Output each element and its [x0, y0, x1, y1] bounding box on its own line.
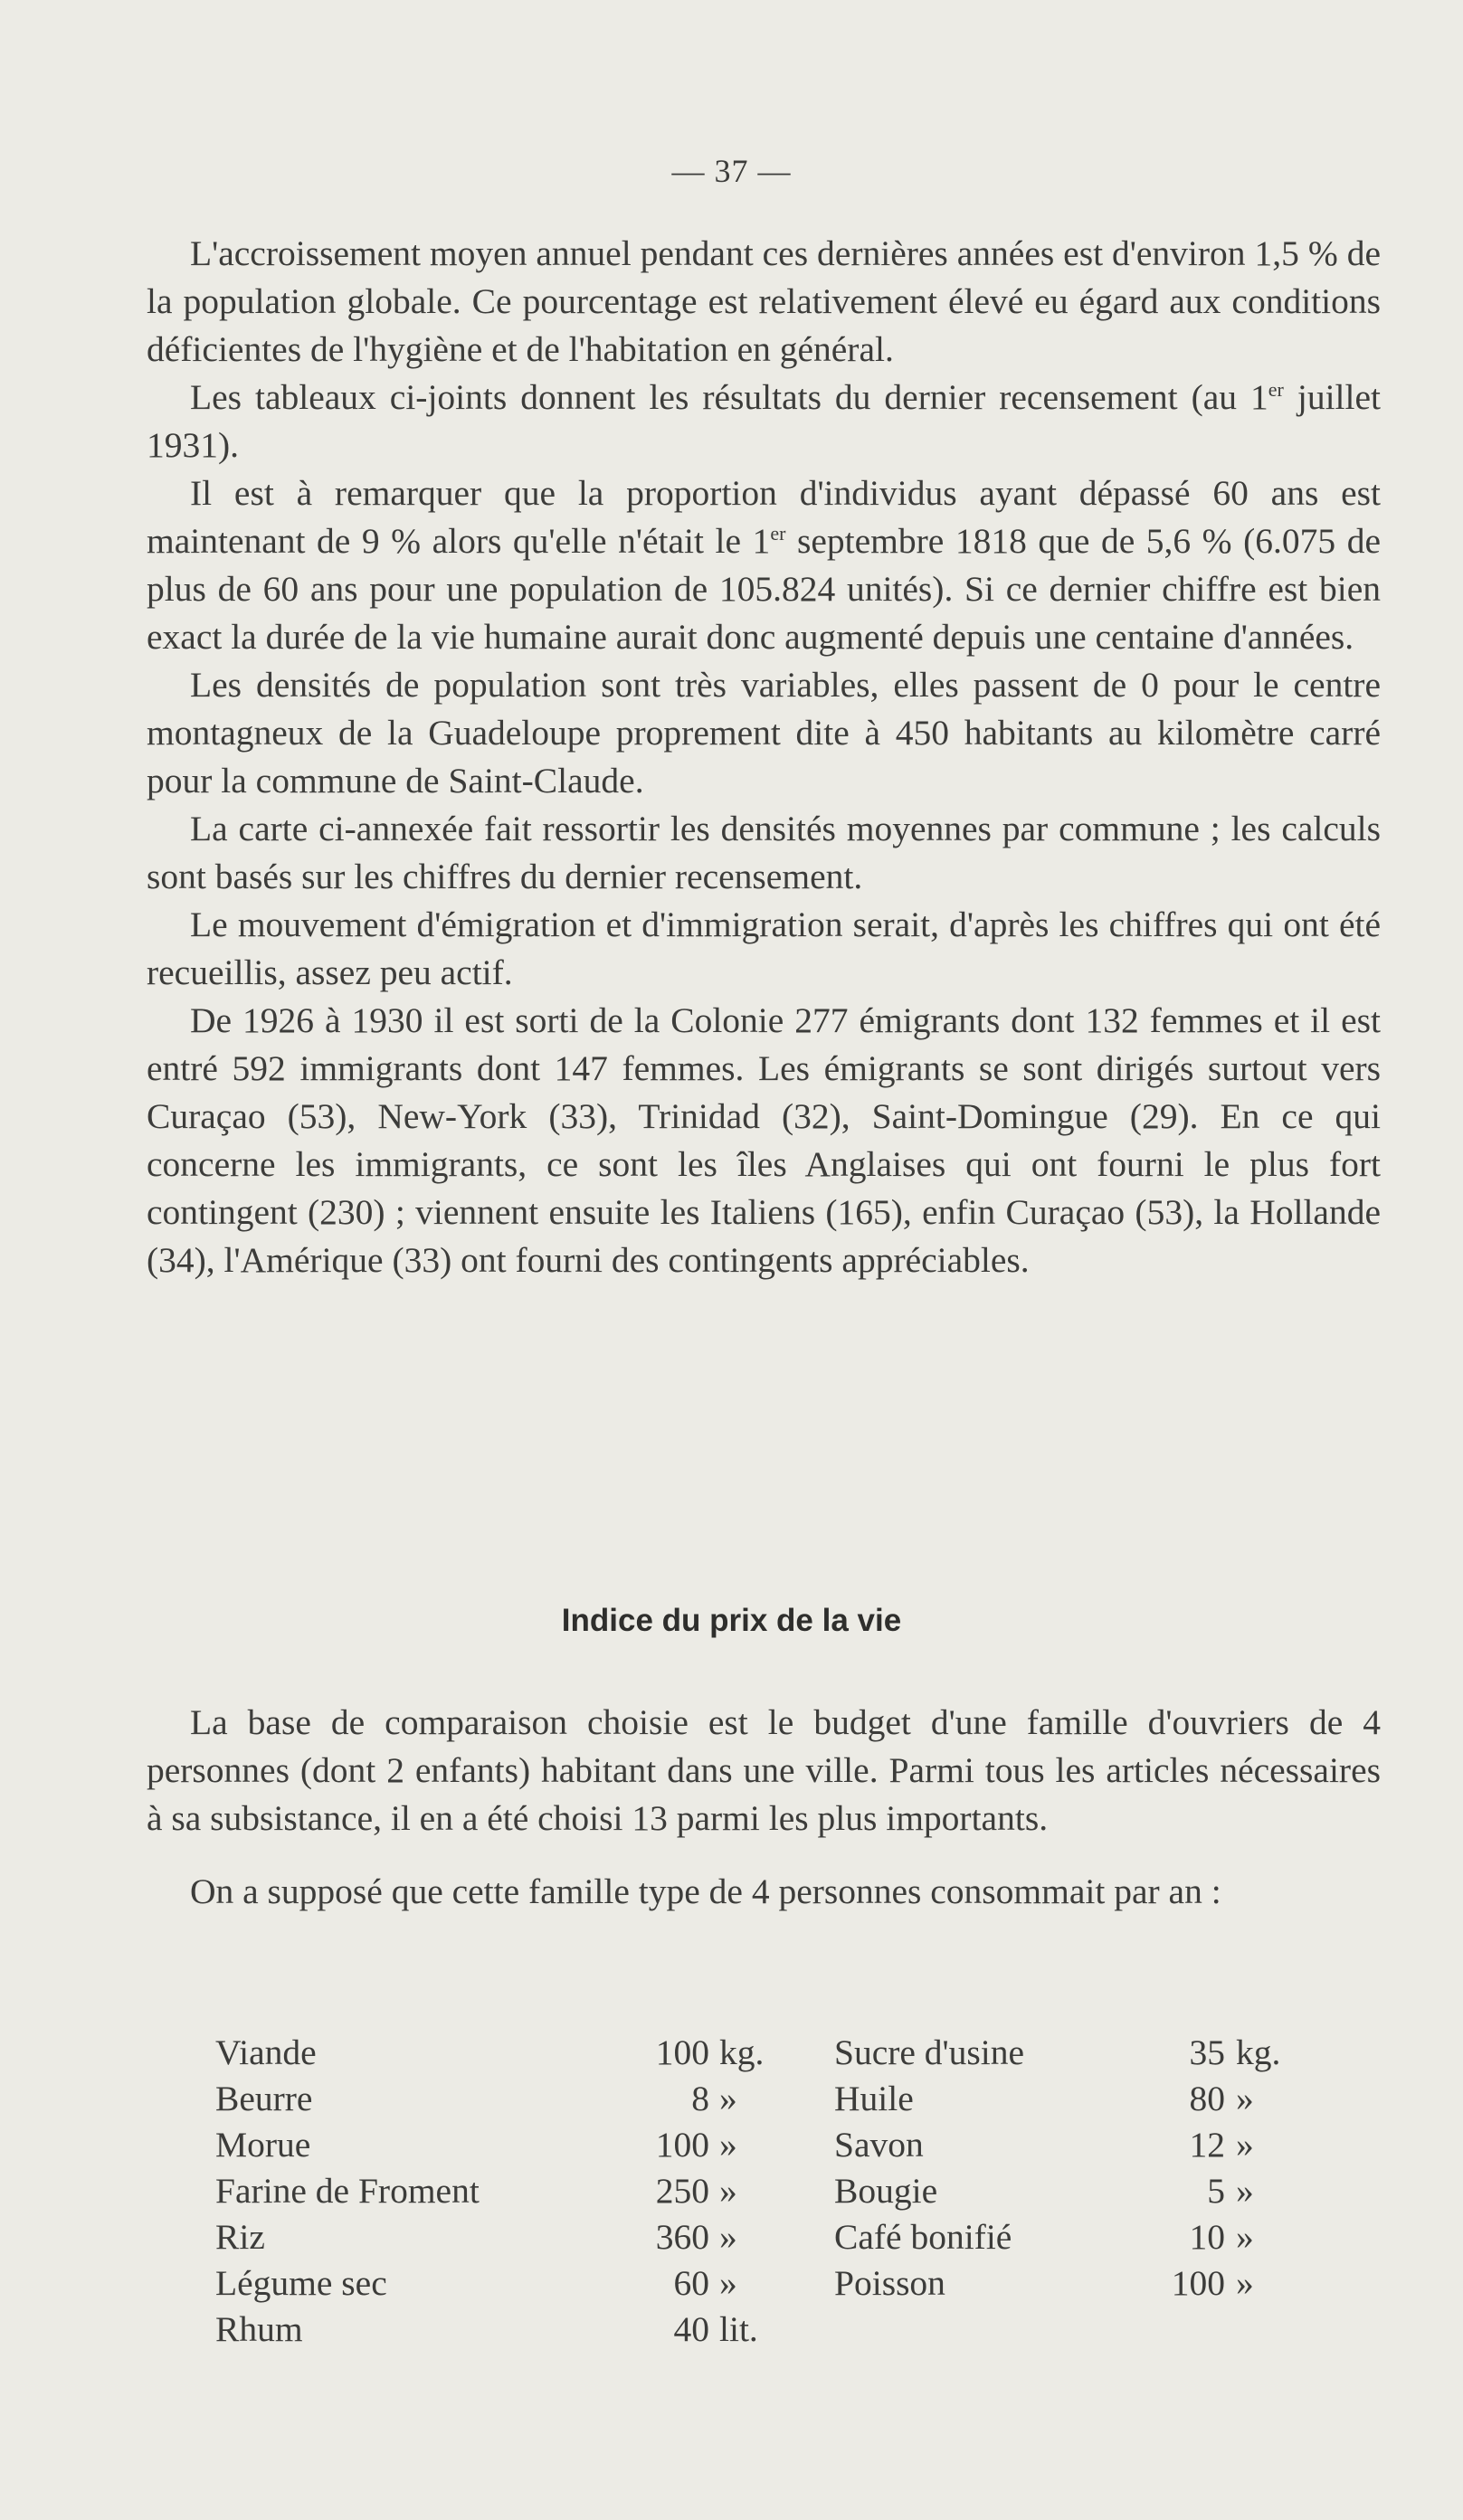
item-name: Café bonifié	[834, 2217, 1012, 2257]
item-quantity: 100	[1171, 2263, 1225, 2303]
item-name: Beurre	[215, 2079, 313, 2118]
item-name: Légume sec	[215, 2263, 387, 2303]
item-unit: lit.	[719, 2309, 758, 2349]
item-unit: »	[719, 2125, 737, 2165]
paragraph: On a supposé que cette famille type de 4 personnes consommait par an :	[190, 1871, 1221, 1911]
paragraph: De 1926 à 1930 il est sorti de la Colonie 277 émigrants dont 132 femmes et il est entré 592 immigrants dont 147 femmes. Les émigrants se sont dirigés surtout vers Curaçao (53), New-York (33), Trinidad (32), Saint-Domingue (29). En ce qui concerne les immigrants, ce sont les îles Anglaises qui ont fourni le plus fort contingent (230) ; viennent ensuite les Italiens (165), enfin Curaçao (53), la Hollande (34), l'Amérique (33) ont fourni des contingents appréciables.	[147, 1000, 1381, 1280]
item-quantity: 40	[673, 2309, 709, 2349]
item-unit: kg.	[719, 2032, 765, 2072]
section-text	[147, 1699, 1381, 1916]
item-name: Viande	[215, 2032, 317, 2072]
item-unit: »	[719, 2079, 737, 2118]
paragraph: La carte ci-annexée fait ressortir les densités moyennes par commune ; les calculs sont basés sur les chiffres du dernier recensement.	[147, 809, 1381, 896]
table-row	[0, 2307, 1463, 2353]
item-name: Huile	[834, 2079, 914, 2118]
section-title: Indice du prix de la vie	[561, 1603, 902, 1638]
consumption-table	[0, 2030, 1463, 2353]
item-name: Farine de Froment	[215, 2171, 480, 2211]
item-quantity: 100	[655, 2125, 709, 2165]
paragraph-text: juillet 1931).	[147, 377, 1382, 465]
paragraph	[147, 469, 1381, 661]
item-unit: »	[1236, 2125, 1254, 2165]
item-name: Morue	[215, 2125, 311, 2165]
item-name: Rhum	[215, 2309, 303, 2349]
item-unit: kg.	[1236, 2032, 1281, 2072]
table-row	[0, 2030, 1463, 2076]
table-row	[0, 2076, 1463, 2122]
item-unit: »	[719, 2263, 737, 2303]
item-name: Poisson	[834, 2263, 945, 2303]
item-quantity: 10	[1189, 2217, 1225, 2257]
main-text	[147, 230, 1381, 1284]
paragraph: L'accroissement moyen annuel pendant ces dernières années est d'environ 1,5 % de la population globale. Ce pourcentage est relativement élevé eu égard aux conditions déficientes de l'hygiène et de l'habitation en général.	[147, 233, 1381, 369]
table-row	[0, 2214, 1463, 2260]
table-row	[0, 2260, 1463, 2307]
item-quantity: 8	[691, 2079, 709, 2118]
item-unit: »	[1236, 2263, 1254, 2303]
item-quantity: 250	[655, 2171, 709, 2211]
superscript: er	[1268, 377, 1284, 401]
superscript: er	[770, 521, 786, 545]
item-name: Savon	[834, 2125, 924, 2165]
table-row	[0, 2168, 1463, 2214]
item-unit: »	[1236, 2217, 1254, 2257]
item-quantity: 360	[655, 2217, 709, 2257]
page-number: — 37 —	[671, 153, 792, 189]
item-unit: »	[1236, 2171, 1254, 2211]
item-name: Riz	[215, 2217, 265, 2257]
item-unit: »	[719, 2171, 737, 2211]
item-quantity: 100	[655, 2032, 709, 2072]
paragraph-text: septembre 1818 que de 5,6 % (6.075 de plus de 60 ans pour une population de 105.824 unités). Si ce dernier chiffre est bien exact la durée de la vie humaine aurait donc augmenté depuis une centaine d'années.	[147, 521, 1381, 657]
item-quantity: 80	[1189, 2079, 1225, 2118]
item-name: Bougie	[834, 2171, 938, 2211]
item-quantity: 5	[1207, 2171, 1225, 2211]
table-row	[0, 2122, 1463, 2168]
item-quantity: 60	[673, 2263, 709, 2303]
item-quantity: 12	[1189, 2125, 1225, 2165]
paragraph-text: Il est à remarquer que la proportion d'individus ayant dépassé 60 ans est maintenant de 9 % alors qu'elle n'était le 1	[147, 473, 1381, 561]
paragraph: Le mouvement d'émigration et d'immigration serait, d'après les chiffres qui ont été recueillis, assez peu actif.	[147, 905, 1381, 992]
paragraph: Les densités de population sont très variables, elles passent de 0 pour le centre montagneux de la Guadeloupe proprement dite à 450 habitants au kilomètre carré pour la commune de Saint-Claude.	[147, 665, 1381, 801]
item-quantity: 35	[1189, 2032, 1225, 2072]
item-name: Sucre d'usine	[834, 2032, 1025, 2072]
paragraph	[147, 374, 1381, 469]
paragraph: La base de comparaison choisie est le budget d'une famille d'ouvriers de 4 personnes (dont 2 enfants) habitant dans une ville. Parmi tous les articles nécessaires à sa subsistance, il en a été choisi 13 parmi les plus importants.	[147, 1702, 1381, 1838]
item-unit: »	[1236, 2079, 1254, 2118]
paragraph-text: Les tableaux ci-joints donnent les résultats du dernier recensement (au 1	[190, 377, 1268, 417]
item-unit: »	[719, 2217, 737, 2257]
